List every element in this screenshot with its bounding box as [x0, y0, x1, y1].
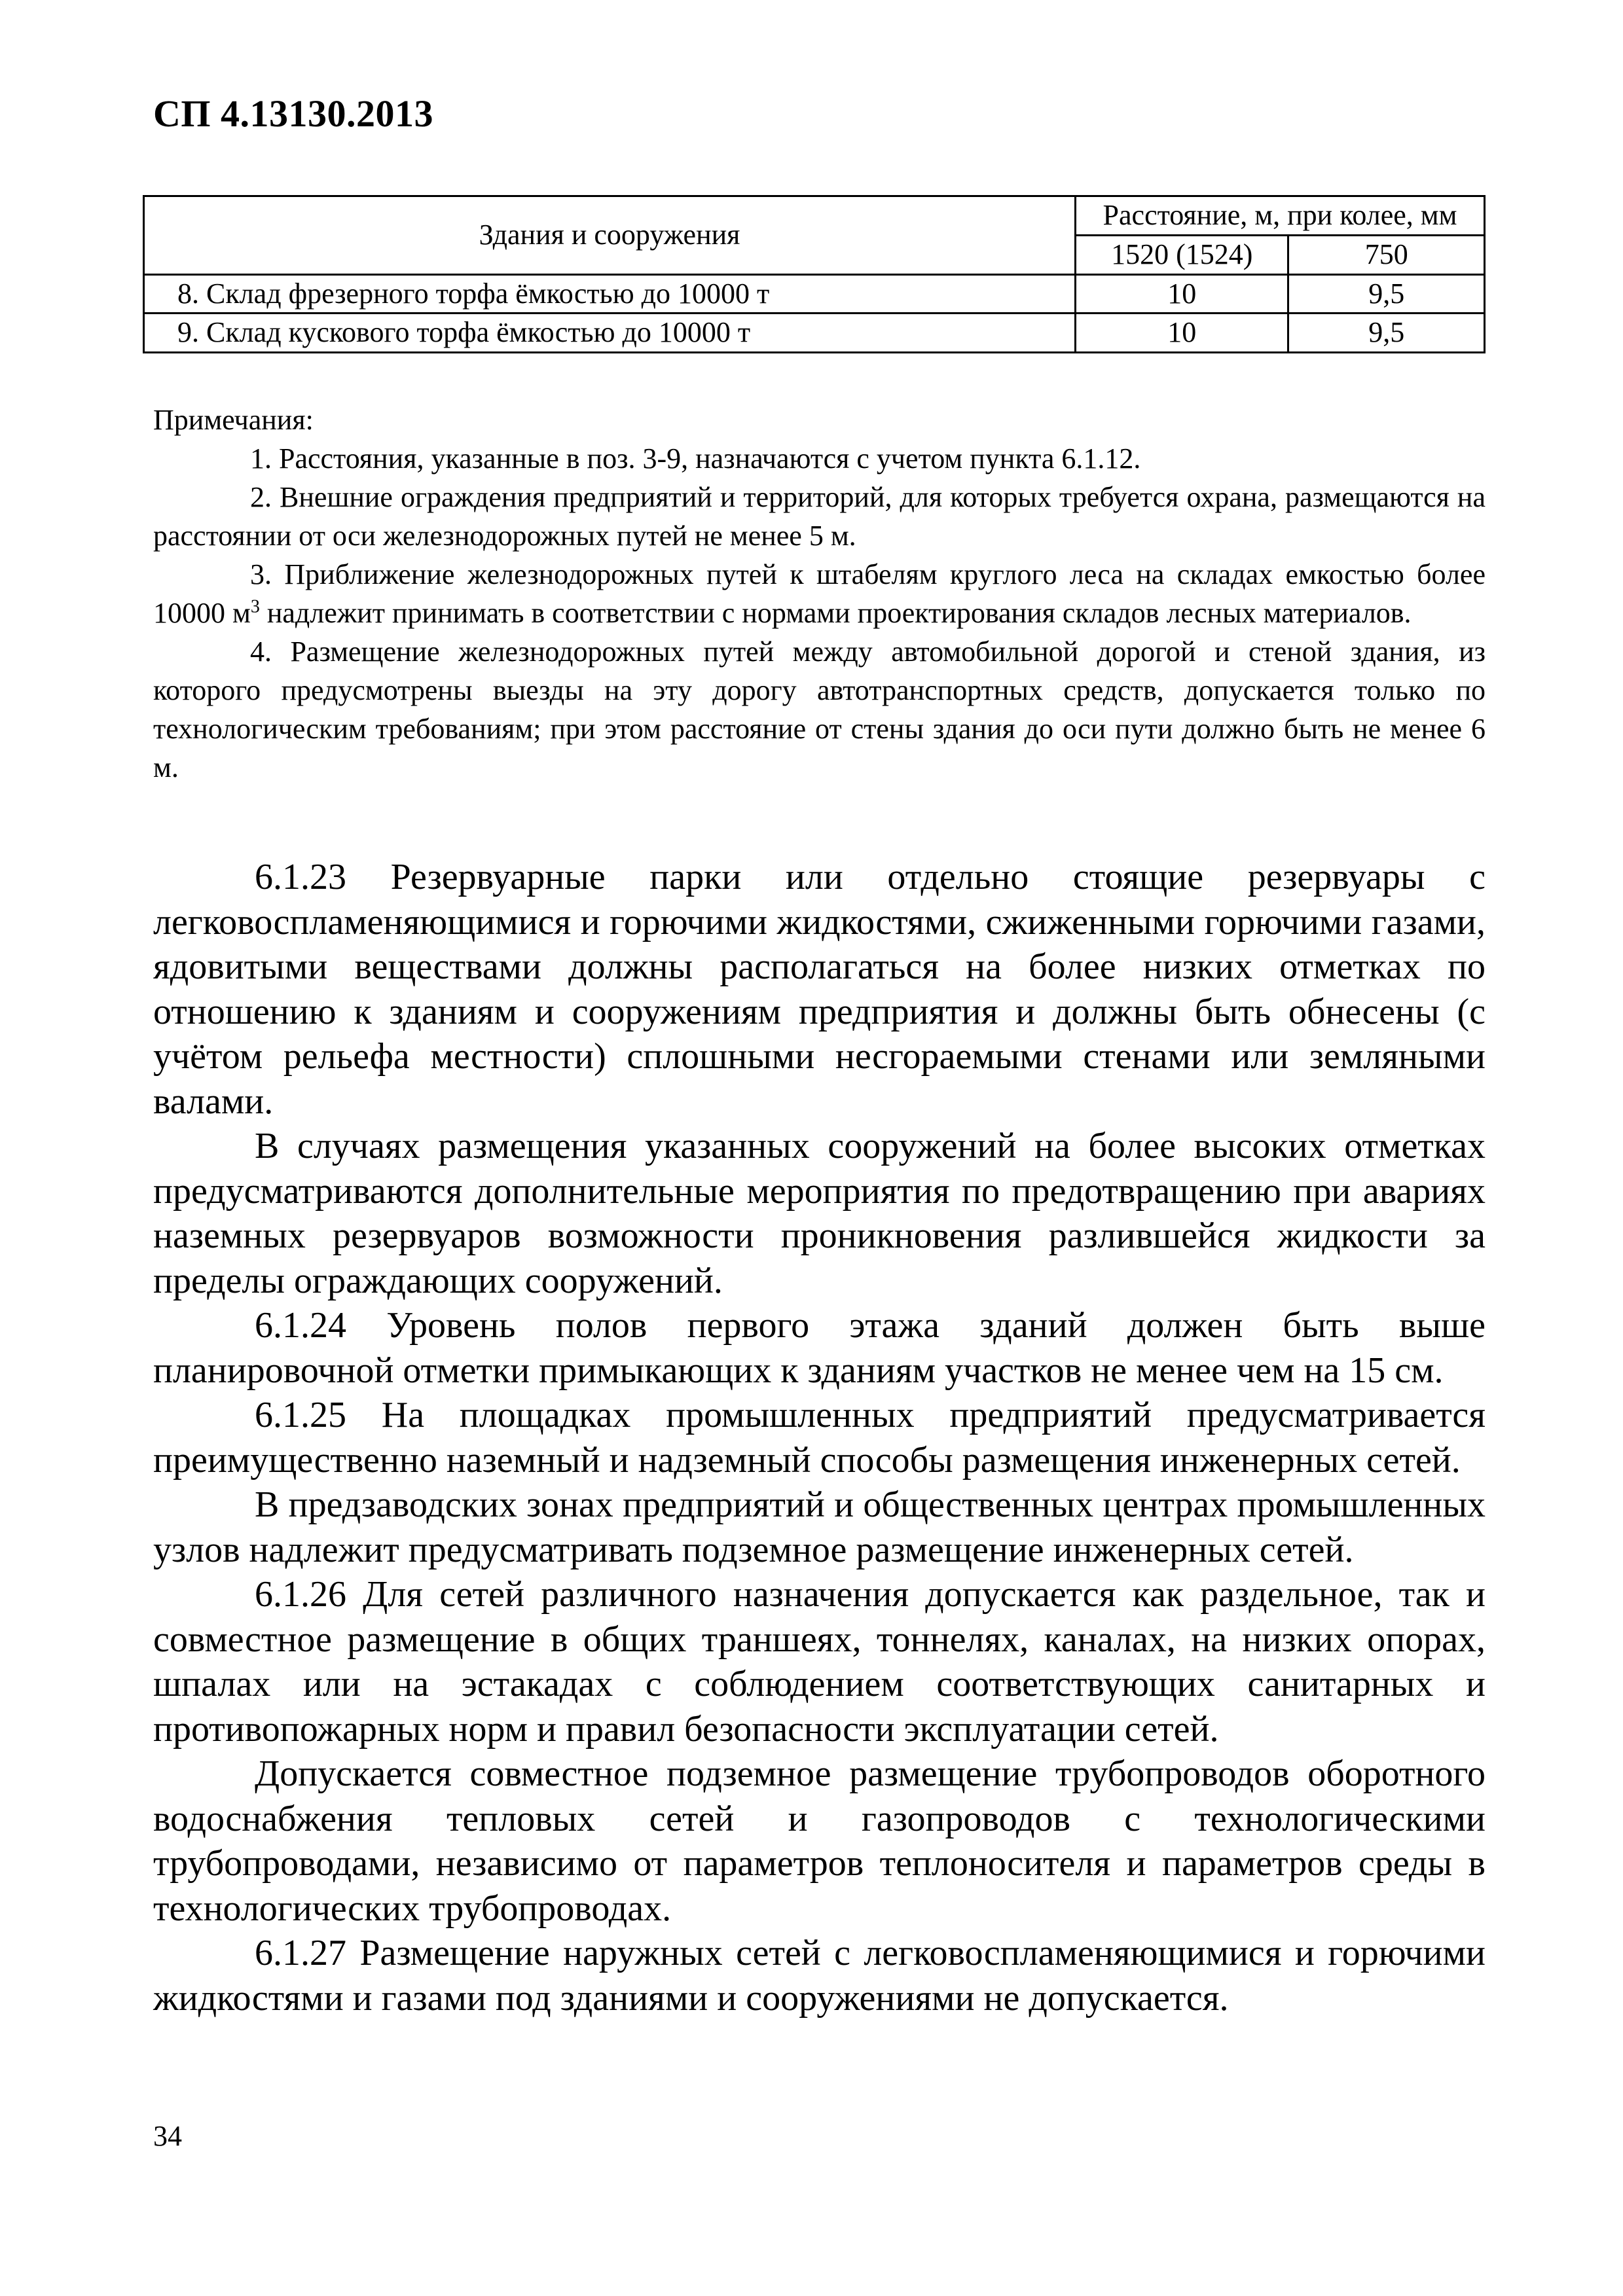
- paragraph-6-1-23: 6.1.23 Резервуарные парки или отдельно стоящие резервуары с легковоспламеняющимися и горючими жидкостями, сжиженными горючими газами, ядовитыми веществами должны располагаться на более низких отметках по отношению к зданиям и сооружениям предприятия и должны быть обнесены (с учётом рельефа местности) сплошными несгораемыми стенами или земляными валами.: [153, 857, 1486, 1122]
- note-3: [153, 555, 1486, 632]
- table-header-row: [144, 196, 1485, 236]
- paragraph-6-1-26: 6.1.26 Для сетей различного назначения допускается как раздельное, так и совместное размещение в общих траншеях, тоннелях, каналах, на низких опорах, шпалах или на эстакадах с соблюдением соответствующих санитарных и противопожарных норм и правил безопасности эксплуатации сетей.: [153, 1574, 1486, 1749]
- row-name: 8. Склад фрезерного торфа ёмкостью до 10000 т: [144, 274, 1076, 314]
- row-value-1520: 10: [1076, 314, 1288, 353]
- note-3-text: 3. Приближение железнодорожных путей к штабелям круглого леса на складах емкостью более 10000 м: [153, 558, 1486, 629]
- notes-title: Примечания:: [153, 404, 314, 436]
- note-1: 1. Расстояния, указанные в поз. 3-9, назначаются с учетом пункта 6.1.12.: [250, 442, 1141, 475]
- header-buildings: Здания и сооружения: [144, 196, 1076, 275]
- row-name: 9. Склад кускового торфа ёмкостью до 10000 т: [144, 314, 1076, 353]
- header-distance: Расстояние, м, при колее, мм: [1076, 196, 1485, 236]
- paragraph-6-1-24: 6.1.24 Уровень полов первого этажа зданий должен быть выше планировочной отметки примыкающих к зданиям участков не менее чем на 15 см.: [153, 1305, 1486, 1391]
- page-number: 34: [153, 2120, 182, 2152]
- paragraph: В случаях размещения указанных сооружений на более высоких отметках предусматриваются дополнительные мероприятия по предотвращению при авариях наземных резервуаров возможности проникновения разлившейся жидкости за пределы ограждающих сооружений.: [153, 1126, 1486, 1301]
- row-value-1520: 10: [1076, 274, 1288, 314]
- note-3-text-end: надлежит принимать в соответствии с нормами проектирования складов лесных материалов.: [259, 597, 1412, 629]
- note-2: 2. Внешние ограждения предприятий и территорий, для которых требуется охрана, размещаются на расстоянии от оси железнодорожных путей не менее 5 м.: [153, 481, 1486, 552]
- main-text: [153, 855, 1486, 2020]
- row-value-750: 9,5: [1288, 274, 1485, 314]
- table-row: [144, 314, 1485, 353]
- document-code: СП 4.13130.2013: [153, 92, 433, 135]
- paragraph-6-1-25: 6.1.25 На площадках промышленных предприятий предусматривается преимущественно наземный и надземный способы размещения инженерных сетей.: [153, 1395, 1486, 1480]
- paragraph: Допускается совместное подземное размещение трубопроводов оборотного водоснабжения тепловых сетей и газопроводов с технологическими трубопроводами, независимо от параметров теплоносителя и параметров среды в технологических трубопроводах.: [153, 1753, 1486, 1929]
- note-4: 4. Размещение железнодорожных путей между автомобильной дорогой и стеной здания, из которого предусмотрены выезды на эту дорогу автотранспортных средств, допускается только по технологическим требованиям; при этом расстояние от стены здания до оси пути должно быть не менее 6 м.: [153, 636, 1486, 783]
- paragraph-6-1-27: 6.1.27 Размещение наружных сетей с легковоспламеняющимися и горючими жидкостями и газами под зданиями и сооружениями не допускается.: [153, 1933, 1486, 2018]
- row-value-750: 9,5: [1288, 314, 1485, 353]
- note-3-superscript: 3: [250, 596, 260, 617]
- gauge-750: 750: [1288, 235, 1485, 274]
- gauge-1520: 1520 (1524): [1076, 235, 1288, 274]
- distance-table: [143, 195, 1486, 353]
- paragraph: В предзаводских зонах предприятий и общественных центрах промышленных узлов надлежит предусматривать подземное размещение инженерных сетей.: [153, 1484, 1486, 1570]
- table-notes: [153, 401, 1486, 787]
- table-row: [144, 274, 1485, 314]
